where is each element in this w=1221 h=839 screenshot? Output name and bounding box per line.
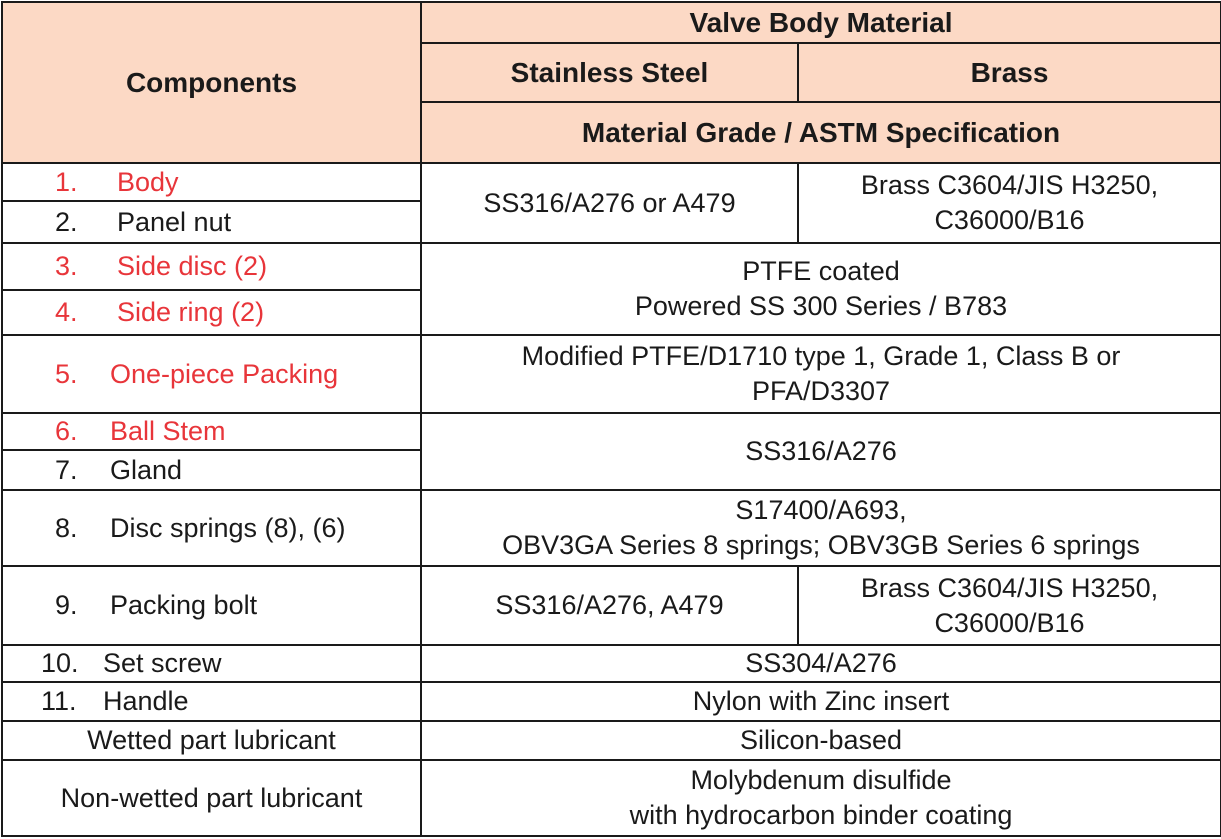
component-body: 1. Body [2,163,421,201]
component-side-ring: 4. Side ring (2) [2,290,421,335]
stainless-steel-header: Stainless Steel [421,43,798,102]
packing-bolt-ss: SS316/A276, A479 [421,566,798,645]
packing-material: Modified PTFE/D1710 type 1, Grade 1, Class B or PFA/D3307 [421,335,1221,413]
wetted-lubricant-material: Silicon-based [421,721,1221,760]
component-side-disc: 3. Side disc (2) [2,243,421,290]
component-set-screw: 10. Set screw [2,645,421,682]
components-header: Components [2,2,421,163]
component-panel-nut: 2. Panel nut [2,201,421,243]
body-panelnut-brass: Brass C3604/JIS H3250, C36000/B16 [798,163,1221,243]
stem-gland-material: SS316/A276 [421,413,1221,490]
component-handle: 11. Handle [2,682,421,721]
side-disc-ring-material: PTFE coated Powered SS 300 Series / B783 [421,243,1221,335]
nonwetted-lubricant-material: Molybdenum disulfide with hydrocarbon binder coating [421,760,1221,836]
valve-body-material-header: Valve Body Material [421,2,1221,43]
component-disc-springs: 8. Disc springs (8), (6) [2,490,421,566]
component-packing: 5. One-piece Packing [2,335,421,413]
set-screw-material: SS304/A276 [421,645,1221,682]
material-grade-header: Material Grade / ASTM Specification [421,102,1221,163]
component-ball-stem: 6. Ball Stem [2,413,421,450]
materials-table [1,1,1221,837]
body-panelnut-ss: SS316/A276 or A479 [421,163,798,243]
packing-bolt-brass: Brass C3604/JIS H3250, C36000/B16 [798,566,1221,645]
component-wetted-lubricant: Wetted part lubricant [2,721,421,760]
handle-material: Nylon with Zinc insert [421,682,1221,721]
disc-springs-material: S17400/A693, OBV3GA Series 8 springs; OBV3GB Series 6 springs [421,490,1221,566]
component-gland: 7. Gland [2,450,421,490]
component-packing-bolt: 9. Packing bolt [2,566,421,645]
brass-header: Brass [798,43,1221,102]
component-nonwetted-lubricant: Non-wetted part lubricant [2,760,421,836]
